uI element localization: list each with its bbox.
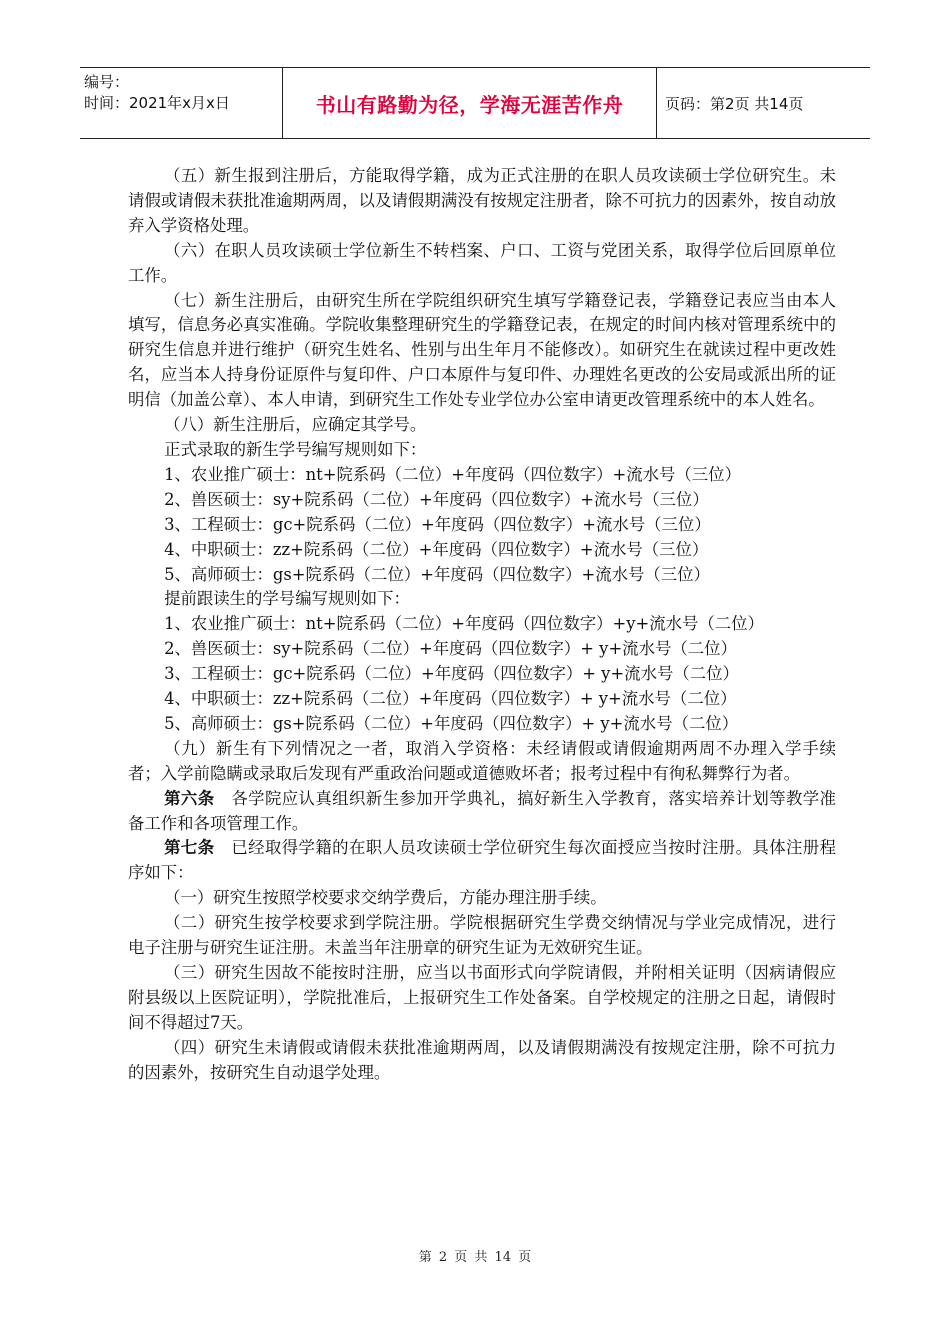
page-header [80, 67, 870, 139]
article-7 [128, 836, 836, 886]
article-7-title: 第七条 [164, 838, 215, 858]
page-footer: 第 2 页 共 14 页 [418, 1250, 532, 1265]
article-7-text: 已经取得学籍的在职人员攻读硕士学位研究生每次面授应当按时注册。具体注册程序如下： [128, 838, 837, 883]
document-number: 编号： [84, 73, 130, 91]
early-rule-item: 2、兽医硕士：sy+院系码（二位）+年度码（四位数字）+ y+流水号（二位） [164, 639, 737, 659]
article-6-text: 各学院应认真组织新生参加开学典礼，搞好新生入学教育，落实培养计划等教学准备工作和各项管理工作。 [128, 788, 837, 833]
paragraph-5: （五）新生报到注册后，方能取得学籍，成为正式注册的在职人员攻读硕士学位研究生。未请假或请假未获批准逾期两周，以及请假期满没有按规定注册者，除不可抗力的因素外，按自动放弃入学资格处理。 [128, 166, 836, 235]
formal-rule-item: 5、高师硕士：gs+院系码（二位）+年度码（四位数字）+流水号（三位） [164, 564, 710, 584]
step-1: （一）研究生按照学校要求交纳学费后，方能办理注册手续。 [164, 888, 607, 908]
early-rule-item: 4、中职硕士：zz+院系码（二位）+年度码（四位数字）+ y+流水号（二位） [164, 689, 737, 709]
step-3: （三）研究生因故不能按时注册，应当以书面形式向学院请假，并附相关证明（因病请假应附县级以上医院证明），学院批准后，上报研究生工作处备案。自学校规定的注册之日起，请假时间不得超过7天。 [128, 963, 836, 1032]
formal-rules-intro: 正式录取的新生学号编写规则如下： [164, 439, 427, 459]
document-date: 时间：2021年x月x日 [84, 94, 230, 112]
header-page-info: 页码：第2页 共14页 [665, 94, 804, 113]
formal-rule-item: 4、中职硕士：zz+院系码（二位）+年度码（四位数字）+流水号（三位） [164, 539, 709, 559]
header-motto: 书山有路勤为径，学海无涯苦作舟 [282, 68, 657, 138]
formal-rule-item: 3、工程硕士：gc+院系码（二位）+年度码（四位数字）+流水号（三位） [164, 514, 711, 534]
header-meta [80, 68, 282, 138]
paragraph-9: （九）新生有下列情况之一者，取消入学资格：未经请假或请假逾期两周不办理入学手续者；入学前隐瞒或录取后发现有严重政治问题或道德败坏者；报考过程中有徇私舞弊行为者。 [128, 738, 836, 783]
paragraph-7: （七）新生注册后，由研究生所在学院组织研究生填写学籍登记表，学籍登记表应当由本人填写，信息务必真实准确。学院收集整理研究生的学籍登记表，在规定的时间内核对管理系统中的研究生信息并进行维护（研究生姓名、性别与出生年月不能修改）。如研究生在就读过程中更改姓名，应当本人持身份证原件与复印件、户口本原件与复印件、办理姓名更改的公安局或派出所的证明信（加盖公章）、本人申请，到研究生工作处专业学位办公室申请更改管理系统中的本人姓名。 [128, 290, 836, 410]
paragraph-8: （八）新生注册后，应确定其学号。 [164, 415, 427, 435]
document-body [128, 164, 836, 1086]
paragraph-6: （六）在职人员攻读硕士学位新生不转档案、户口、工资与党团关系，取得学位后回原单位工作。 [128, 240, 836, 285]
early-rules-intro: 提前跟读生的学号编写规则如下： [164, 589, 410, 609]
early-rule-item: 5、高师硕士：gs+院系码（二位）+年度码（四位数字）+ y+流水号（二位） [164, 713, 739, 733]
step-2: （二）研究生按学校要求到学院注册。学院根据研究生学费交纳情况与学业完成情况，进行电子注册与研究生证注册。未盖当年注册章的研究生证为无效研究生证。 [128, 913, 836, 958]
step-4: （四）研究生未请假或请假未获批准逾期两周，以及请假期满没有按规定注册，除不可抗力的因素外，按研究生自动退学处理。 [128, 1037, 836, 1082]
early-rule-item: 1、农业推广硕士：nt+院系码（二位）+年度码（四位数字）+y+流水号（二位） [164, 614, 764, 634]
formal-rule-item: 1、农业推广硕士：nt+院系码（二位）+年度码（四位数字）+流水号（三位） [164, 464, 741, 484]
formal-rule-item: 2、兽医硕士：sy+院系码（二位）+年度码（四位数字）+流水号（三位） [164, 489, 709, 509]
article-6-title: 第六条 [164, 788, 215, 808]
early-rule-item: 3、工程硕士：gc+院系码（二位）+年度码（四位数字）+ y+流水号（二位） [164, 664, 739, 684]
article-6 [128, 787, 836, 837]
